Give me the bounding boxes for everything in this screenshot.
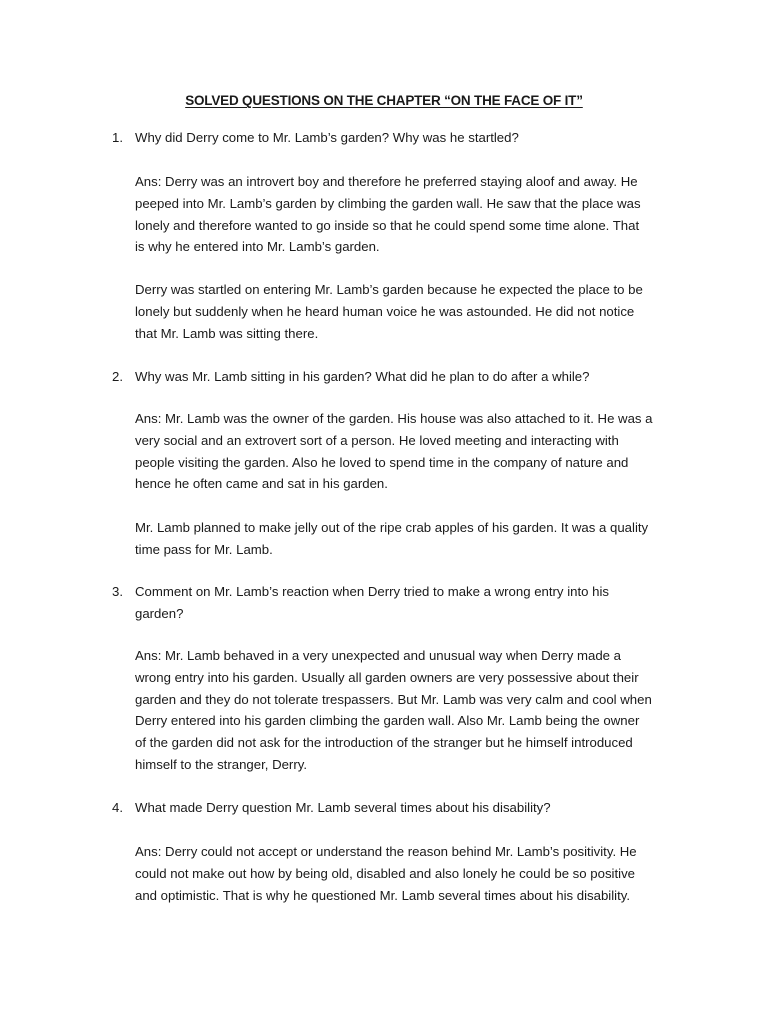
question-text — [135, 581, 683, 625]
answer-line: lonely and therefore wanted to go inside so that he could spend some time alone. That — [135, 217, 640, 233]
answer-line: that Mr. Lamb was sitting there. — [135, 325, 319, 341]
question-text — [135, 797, 683, 819]
answer-line: wrong entry into his garden. Usually all garden owners are very possessive about their — [135, 669, 639, 685]
answer-line: of the garden did not ask for the introduction of the stranger but he himself introduced — [135, 735, 633, 751]
answer-line: Mr. Lamb planned to make jelly out of the ripe crab apples of his garden. It was a quality — [135, 520, 649, 535]
question-text — [135, 366, 683, 388]
question-line: Why was Mr. Lamb sitting in his garden? What did he plan to do after a while? — [135, 369, 590, 384]
answer-line: hence he often came and sat in his garden. — [135, 476, 388, 492]
question-line: garden? — [135, 605, 184, 621]
question-number: 4. — [112, 800, 123, 815]
answer-line: garden and they do not tolerate trespassers. But Mr. Lamb was very calm and cool when — [135, 691, 652, 707]
answer-line: peeped into Mr. Lamb’s garden by climbing the garden wall. He saw that the place was — [135, 195, 641, 211]
question-number: 1. — [112, 130, 123, 145]
page-title: SOLVED QUESTIONS ON THE CHAPTER “ON THE FACE OF IT” — [185, 93, 583, 108]
answer-paragraph — [135, 645, 683, 776]
question-line: What made Derry question Mr. Lamb several times about his disability? — [135, 800, 551, 815]
answer-line: people visiting the garden. Also he loved to spend time in the company of nature and — [135, 454, 629, 470]
answer-paragraph — [135, 279, 683, 344]
answer-line: himself to the stranger, Derry. — [135, 756, 307, 772]
answer-paragraph — [135, 408, 683, 495]
question-line: Comment on Mr. Lamb’s reaction when Derry tried to make a wrong entry into his — [135, 584, 609, 599]
answer-paragraph — [135, 841, 683, 906]
question-number: 2. — [112, 369, 123, 384]
answer-line: could not make out how by being old, disabled and also lonely he could be so positive — [135, 865, 635, 881]
answer-line: Derry was startled on entering Mr. Lamb’s garden because he expected the place to be — [135, 282, 643, 297]
answer-line: Ans: Mr. Lamb was the owner of the garden. His house was also attached to it. He was a — [135, 411, 653, 426]
answer-line: lonely but suddenly when he heard human voice he was astounded. He did not notice — [135, 303, 635, 319]
question-text — [135, 127, 683, 149]
question-number: 3. — [112, 584, 123, 599]
answer-line: time pass for Mr. Lamb. — [135, 541, 273, 557]
answer-paragraph — [135, 517, 683, 561]
answer-line: Derry entered into his garden climbing the garden wall. Also Mr. Lamb being the owner — [135, 713, 640, 729]
answer-line: Ans: Mr. Lamb behaved in a very unexpected and unusual way when Derry made a — [135, 648, 622, 663]
answer-paragraph — [135, 171, 683, 258]
answer-line: very social and an extrovert sort of a person. He loved meeting and interacting with — [135, 432, 619, 448]
answer-line: Ans: Derry was an introvert boy and therefore he preferred staying aloof and away. He — [135, 174, 638, 189]
question-line: Why did Derry come to Mr. Lamb’s garden? Why was he startled? — [135, 130, 519, 145]
answer-line: is why he entered into Mr. Lamb’s garden. — [135, 239, 380, 255]
answer-line: Ans: Derry could not accept or understand the reason behind Mr. Lamb’s positivity. He — [135, 844, 637, 859]
answer-line: and optimistic. That is why he questioned Mr. Lamb several times about his disability. — [135, 887, 631, 903]
